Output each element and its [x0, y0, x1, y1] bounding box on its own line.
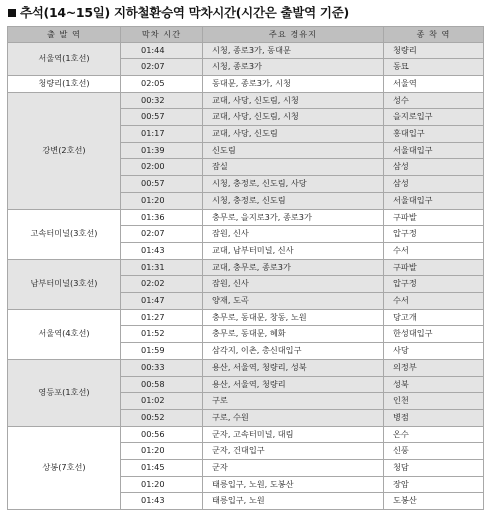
origin-station-cell: 영등포(1호선) [8, 359, 121, 426]
destination-cell: 홍대입구 [384, 126, 484, 143]
last-train-time-cell: 01:43 [121, 242, 203, 259]
last-train-time-cell: 02:07 [121, 226, 203, 243]
origin-station-cell: 남부터미널(3호선) [8, 259, 121, 309]
last-train-time-cell: 00:32 [121, 92, 203, 109]
last-train-time-cell: 02:07 [121, 59, 203, 76]
via-stations-cell: 군자 [203, 460, 384, 477]
last-train-time-cell: 01:47 [121, 293, 203, 310]
destination-cell: 신풍 [384, 443, 484, 460]
destination-cell: 동묘 [384, 59, 484, 76]
last-train-time-cell: 02:05 [121, 75, 203, 92]
last-train-time-cell: 01:39 [121, 142, 203, 159]
destination-cell: 서울대입구 [384, 192, 484, 209]
last-train-time-cell: 02:00 [121, 159, 203, 176]
last-train-time-cell: 01:45 [121, 460, 203, 477]
table-row [8, 75, 484, 92]
via-stations-cell: 시청, 충정로, 신도림 [203, 192, 384, 209]
last-train-time-cell: 00:52 [121, 409, 203, 426]
square-bullet-icon [8, 9, 16, 17]
origin-station-cell: 서울역(4호선) [8, 309, 121, 359]
last-train-time-cell: 01:20 [121, 443, 203, 460]
origin-station-cell: 청량리(1호선) [8, 75, 121, 92]
destination-cell: 장암 [384, 476, 484, 493]
via-stations-cell: 용산, 서울역, 청량리 [203, 376, 384, 393]
last-train-time-cell: 01:36 [121, 209, 203, 226]
header-via: 주요 경유지 [203, 27, 384, 43]
via-stations-cell: 용산, 서울역, 청량리, 성북 [203, 359, 384, 376]
destination-cell: 청량리 [384, 42, 484, 59]
table-row [8, 209, 484, 226]
last-train-time-cell: 01:59 [121, 343, 203, 360]
destination-cell: 한성대입구 [384, 326, 484, 343]
via-stations-cell: 잠원, 신사 [203, 226, 384, 243]
destination-cell: 구파발 [384, 259, 484, 276]
via-stations-cell: 잠실 [203, 159, 384, 176]
via-stations-cell: 교대, 사당, 신도림, 시청 [203, 109, 384, 126]
destination-cell: 도봉산 [384, 493, 484, 510]
via-stations-cell: 충무로, 동대문, 혜화 [203, 326, 384, 343]
table-row [8, 42, 484, 59]
via-stations-cell: 교대, 남부터미널, 신사 [203, 242, 384, 259]
destination-cell: 삼성 [384, 176, 484, 193]
destination-cell: 수서 [384, 293, 484, 310]
destination-cell: 사당 [384, 343, 484, 360]
last-train-time-cell: 01:20 [121, 476, 203, 493]
destination-cell: 구파발 [384, 209, 484, 226]
via-stations-cell: 교대, 사당, 신도림, 시청 [203, 92, 384, 109]
table-row [8, 92, 484, 109]
table-row [8, 309, 484, 326]
last-train-time-cell: 01:43 [121, 493, 203, 510]
schedule-table [7, 26, 484, 510]
via-stations-cell: 충무로, 을지로3가, 종로3가 [203, 209, 384, 226]
last-train-time-cell: 00:57 [121, 109, 203, 126]
origin-station-cell: 고속터미널(3호선) [8, 209, 121, 259]
table-row [8, 426, 484, 443]
destination-cell: 청담 [384, 460, 484, 477]
via-stations-cell: 시청, 충정로, 신도림, 사당 [203, 176, 384, 193]
via-stations-cell: 구로, 수원 [203, 409, 384, 426]
last-train-time-cell: 01:20 [121, 192, 203, 209]
via-stations-cell: 태릉입구, 노원, 도봉산 [203, 476, 384, 493]
via-stations-cell: 양재, 도곡 [203, 293, 384, 310]
destination-cell: 압구정 [384, 226, 484, 243]
via-stations-cell: 신도림 [203, 142, 384, 159]
via-stations-cell: 시청, 종로3가 [203, 59, 384, 76]
origin-station-cell: 강변(2호선) [8, 92, 121, 209]
via-stations-cell: 잠원, 신사 [203, 276, 384, 293]
last-train-time-cell: 01:52 [121, 326, 203, 343]
last-train-time-cell: 00:56 [121, 426, 203, 443]
table-row [8, 359, 484, 376]
destination-cell: 을지로입구 [384, 109, 484, 126]
last-train-time-cell: 01:44 [121, 42, 203, 59]
last-train-time-cell: 01:31 [121, 259, 203, 276]
via-stations-cell: 삼각지, 이촌, 총신대입구 [203, 343, 384, 360]
destination-cell: 서울대입구 [384, 142, 484, 159]
last-train-time-cell: 02:02 [121, 276, 203, 293]
last-train-time-cell: 00:58 [121, 376, 203, 393]
destination-cell: 의정부 [384, 359, 484, 376]
table-body [8, 42, 484, 510]
title-text: 추석(14~15일) 지하철환승역 막차시간(시간은 출발역 기준) [20, 5, 349, 20]
destination-cell: 인천 [384, 393, 484, 410]
destination-cell: 성수 [384, 92, 484, 109]
last-train-time-cell: 00:33 [121, 359, 203, 376]
destination-cell: 수서 [384, 242, 484, 259]
last-train-time-cell: 01:02 [121, 393, 203, 410]
last-train-time-cell: 01:17 [121, 126, 203, 143]
last-train-time-cell: 01:27 [121, 309, 203, 326]
header-origin: 출 발 역 [8, 27, 121, 43]
via-stations-cell: 충무로, 동대문, 창동, 노원 [203, 309, 384, 326]
destination-cell: 성북 [384, 376, 484, 393]
destination-cell: 병점 [384, 409, 484, 426]
via-stations-cell: 교대, 사당, 신도림 [203, 126, 384, 143]
destination-cell: 당고개 [384, 309, 484, 326]
page-title [8, 4, 349, 22]
origin-station-cell: 상봉(7호선) [8, 426, 121, 510]
via-stations-cell: 동대문, 종로3가, 시청 [203, 75, 384, 92]
destination-cell: 온수 [384, 426, 484, 443]
header-row [8, 27, 484, 43]
header-last-time: 막차 시간 [121, 27, 203, 43]
via-stations-cell: 태릉입구, 노원 [203, 493, 384, 510]
destination-cell: 압구정 [384, 276, 484, 293]
via-stations-cell: 교대, 충무로, 종로3가 [203, 259, 384, 276]
via-stations-cell: 시청, 종로3가, 동대문 [203, 42, 384, 59]
via-stations-cell: 구로 [203, 393, 384, 410]
header-destination: 종 착 역 [384, 27, 484, 43]
table-row [8, 259, 484, 276]
destination-cell: 삼성 [384, 159, 484, 176]
via-stations-cell: 군자, 고속터미널, 대림 [203, 426, 384, 443]
via-stations-cell: 군자, 건대입구 [203, 443, 384, 460]
destination-cell: 서울역 [384, 75, 484, 92]
last-train-time-cell: 00:57 [121, 176, 203, 193]
origin-station-cell: 서울역(1호선) [8, 42, 121, 75]
